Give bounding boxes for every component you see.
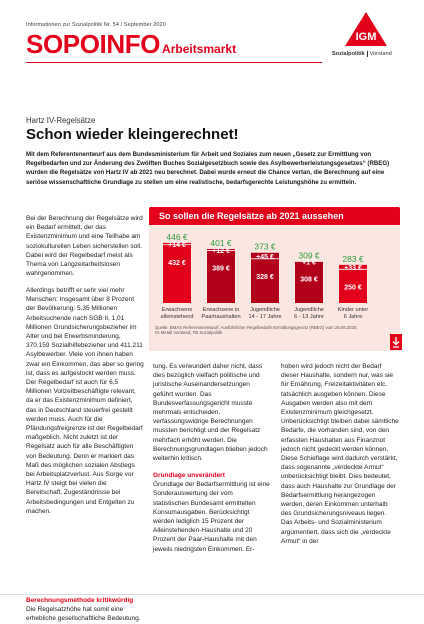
column-2-paragraph-1: tung. Es verwundert daher nicht, dass dies bezüglich vielfach politische und juristische Auseinandersetzungen geführt wurden. Das Bundesverfassungsgericht musste mehrmals entscheiden, verfassungswidrige Berechnungen mussten berichtigt und der Regelsatz mehrfach erhöht werden. Die Berechnungsgrundlagen blieben jedoch weiterhin kritisch. [153,362,270,467]
subheading-basis: Grundlage unverändert [153,471,270,480]
footer-rule [0,594,424,595]
chart-plot [149,225,400,325]
bar-base [207,251,235,303]
download-icon[interactable] [390,334,402,350]
data-label-increase: +14 € [168,242,186,249]
data-label-total: 309 € [298,250,320,260]
org-caption [332,51,392,57]
data-label-total: 446 € [166,232,188,242]
masthead [26,22,316,28]
data-label-increase: +1 € [302,259,316,266]
org-line-1: Sozialpolitik [332,51,365,57]
chart-source-line-2: IG Metall Vorstand, FB Sozialpolitik [155,330,395,335]
category-label: alleinstehend [161,314,194,320]
data-label-increase: +12 € [212,248,230,255]
article-lead: Mit dem Referentenentwurf aus dem Bundesministerium für Arbeit und Soziales zum neuen „Gesetz zur Ermittlung von Regelbedarfen und zur Änderung des Zwölften Buches Sozialgesetzbuch sowie des Asylbewerberleistungsgesetzes“ (RBEG) wurden die Regelsätze von Hartz IV ab 2021 neu berechnet. Dabei wurde erneut die Chance vertan, die Berechnung auf eine seriöse wissenschaftliche Grundlage zu stellen um eine realistische, bedarfsgerechte Leistungshöhe zu ermitteln. [26,150,398,187]
bar-base [163,245,191,303]
chart-header [149,207,400,225]
data-label-total: 401 € [210,238,232,248]
category-label: 14 - 17 Jahre [249,314,282,320]
article-kicker: Hartz IV-Regelsätze [26,116,95,125]
column-1-paragraph-3: Die Regelsatzhöhe hat somit eine erhebliche gesellschaftliche Bedeutung. [26,606,141,622]
text-column-1 [26,214,144,624]
category-label: 6 - 13 Jahre [294,314,324,320]
chart-source-line-1: Quelle: BMAS Referentenentwurf, Ausführlicher Regelbedarfs-Ermittlungsgesetz (RBEG) vom 28.08.2020, [155,325,395,330]
data-label-total: 373 € [254,242,276,252]
data-label-base: 389 € [212,266,230,273]
svg-text:IGM: IGM [356,31,377,43]
category-label: Jugendliche [294,307,324,313]
logo-subtitle: Arbeitsmarkt [162,42,236,56]
bar-base [251,259,279,303]
category-label: Kinder unter [338,307,369,313]
category-label: Paarhaushalten [201,314,240,320]
data-label-base: 328 € [256,274,274,281]
category-label: 6 Jahre [344,314,363,320]
chart-source [155,325,395,336]
logo-info: INFO [100,29,161,59]
data-label-base: 432 € [168,260,186,267]
data-label-base: 308 € [300,276,318,283]
category-label: Jugendliche [250,307,280,313]
data-label-increase: +45 € [256,254,274,261]
org-line-2: Vorstand [367,51,392,57]
logo-sopo: SOPO [26,29,100,59]
masthead-rule [26,62,322,63]
text-column-3 [281,362,399,590]
page-footer [0,590,424,600]
sopoinfo-logo [26,31,236,57]
subheading-method: Berechnungsmethode kritikwürdig [26,596,144,605]
category-label: Erwachsene in [203,307,240,313]
chart-title: So sollen die Regelsätze ab 2021 aussehen [159,211,344,221]
column-3-paragraph-1: hoben wird jedoch nicht der Bedarf dieser Haushalte, sondern nur, was sie für Ernährung, Freizeitaktivitäten etc. tatsächlich ausgeben können. Diese Ausgaben werden also mit dem Existenzminimum gleichgesetzt. Unberücksichtigt bleiben dabei sämtliche Bedarfe, die vorhanden sind, von den erfassten Haushalten aus Finanznot jedoch nicht gedeckt werden können. Diese Schieflage wird dadurch verstärkt, dass sogenannte „verdeckte Armut“ unberücksichtigt bleibt. Dies bedeutet, dass auch Haushalte zur Grundlage der Bedarfsermittlung herangezogen werden, deren Einkommen unterhalb des Grundsicherungsniveaus liegen. Das Arbeits- und Sozialministerium argumentiert, dass sich die „verdeckte Armut“ in der [281,362,399,590]
issue-info: Informationen zur Sozialpolitik Nr. 54 / September 2020 [26,22,316,28]
data-label-total: 283 € [342,254,364,264]
category-label: Erwachsene [162,307,193,313]
article-headline: Schon wieder kleingerechnet! [26,126,239,143]
data-label-base: 250 € [344,284,362,291]
column-1-paragraph-1: Bei der Berechnung der Regelsätze wird ein Bedarf ermittelt, der das Existenzminimum und eine Teilhabe am soziokulturellen Leben sicherstellen soll. Dabei wird der Regelbedarf meist als Thema von Langzeitarbeitslosen wahrgenommen. [26,214,144,286]
regelsatz-chart [149,207,400,351]
data-label-increase: +33 € [344,265,362,272]
column-2-paragraph-2: Grundlage der Bedarfsermittlung ist eine Sonderauswertung der vom statistischen Bundesamt ermittelten Konsumausgaben. Berücksichtigt werden lediglich 15 Prozent der Alleinstehenden-Haushalte und 20 Prozent der Paar-Haushalte mit den jeweils niedrigsten Einkommen. Er- [153,480,270,590]
ig-metall-logo [344,10,388,48]
column-1-paragraph-2: Allerdings betrifft er sehr viel mehr Menschen: Insgesamt über 8 Prozent der Bevölkerung: 5,35 Millionen Arbeitsuchende nach SGB II, 1,01 Millionen Grundsicherungsbezieher im Alter und bei Erwerbsminderung, 370.159 Sozialhilfebezieher und 411.211 Asylbewerber. Viele von ihnen haben zwar ein Einkommen, das aber so gering ist, dass es aufgestockt werden muss. Der Regelbedarf ist auch für 6,5 Millionen Vollzeitbeschäftigte relevant, da er das Existenzminimum definiert, das in Deutschland steuerfrei gestellt werden muss. Auch für die Pfändungsfreigrenze ist der Regelbedarf maßgeblich. Nicht zuletzt ist der Regelsatz auch für alle Beschäftigten von Bedeutung. Denn er markiert das Maß des möglichen sozialen Abstiegs bei Arbeitsplatzverlust. Aus Sorge vor Hartz IV steigt bei vielen die Bereitschaft, Zugeständnisse bei Arbeitsbedingungen und Entgelten zu machen. [26,286,144,592]
text-column-2 [153,362,270,590]
